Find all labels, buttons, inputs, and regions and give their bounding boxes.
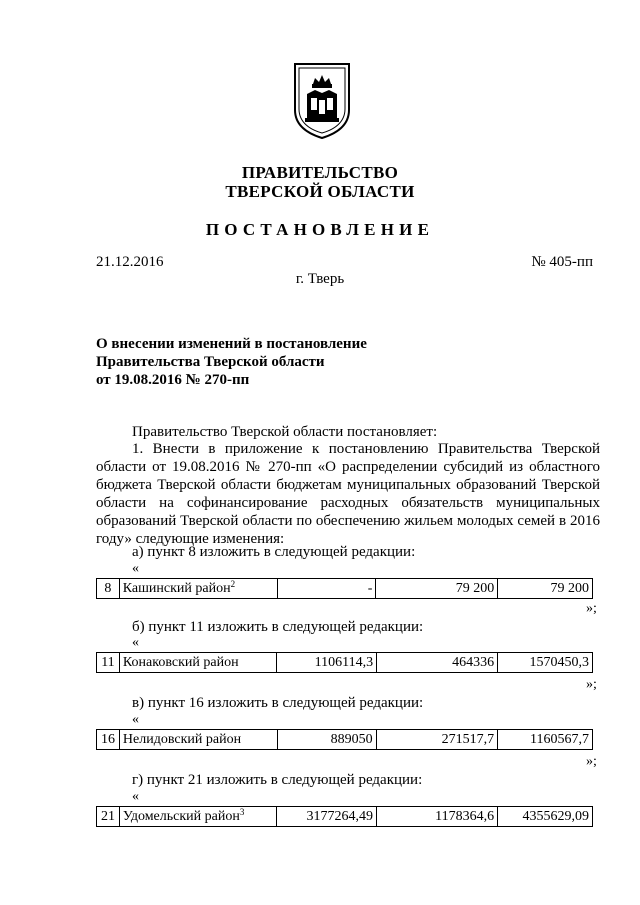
amendment-label: в) пункт 16 изложить в следующей редакции: bbox=[132, 695, 424, 711]
open-quote: « bbox=[132, 712, 139, 727]
value-cell-1: - bbox=[277, 579, 376, 599]
government-name-line2: ТВЕРСКОЙ ОБЛАСТИ bbox=[225, 182, 415, 201]
row-number-cell: 11 bbox=[97, 653, 120, 673]
district-name: Удомельский район bbox=[122, 808, 240, 824]
value-cell-2: 79 200 bbox=[376, 579, 498, 599]
subject-line: О внесении изменений в постановление bbox=[96, 336, 367, 352]
value-cell-2: 1178364,6 bbox=[376, 807, 497, 827]
footnote-mark: 2 bbox=[230, 578, 236, 589]
open-quote: « bbox=[132, 561, 139, 576]
item-1-paragraph: 1. Внести в приложение к постановлению Правительства Тверской области от 19.08.2016 № 270-пп «О распределении субсидий из областного бюджета Тверской области бюджетам муниципальных образований Тверской области на софинансирование расходных обязательств муниципальных образований Тверской области по обеспечению жильем молодых семей в 2016 году» следующие изменения: bbox=[96, 441, 600, 547]
amendment-table bbox=[96, 578, 593, 599]
open-quote: « bbox=[132, 635, 139, 650]
tver-coat-of-arms-icon bbox=[291, 60, 353, 140]
amendment-table bbox=[96, 652, 593, 673]
value-cell-3: 1570450,3 bbox=[498, 653, 593, 673]
document-city: г. Тверь bbox=[295, 271, 345, 287]
document-type-title: ПОСТАНОВЛЕНИЕ bbox=[205, 220, 435, 239]
table-row bbox=[97, 653, 593, 673]
document-number: № 405-пп bbox=[531, 254, 593, 270]
amendment-table bbox=[96, 729, 593, 750]
close-quote: »; bbox=[586, 601, 597, 616]
close-quote: »; bbox=[586, 754, 597, 769]
government-name-line1: ПРАВИТЕЛЬСТВО bbox=[241, 163, 399, 182]
table-row bbox=[97, 807, 593, 827]
amendment-table bbox=[96, 806, 593, 827]
document-date: 21.12.2016 bbox=[96, 254, 164, 270]
value-cell-3: 1160567,7 bbox=[498, 730, 593, 750]
district-name-cell bbox=[119, 653, 277, 673]
row-number-cell: 21 bbox=[97, 807, 120, 827]
subject-line: от 19.08.2016 № 270-пп bbox=[96, 372, 250, 388]
table-row bbox=[97, 730, 593, 750]
row-number-cell: 8 bbox=[97, 579, 120, 599]
district-name: Нелидовский район bbox=[122, 731, 242, 747]
value-cell-1: 1106114,3 bbox=[277, 653, 377, 673]
intro-paragraph: Правительство Тверской области постановляет: bbox=[132, 424, 438, 440]
district-name: Кашинский район bbox=[122, 580, 231, 596]
subject-line: Правительства Тверской области bbox=[96, 354, 325, 370]
row-number-cell: 16 bbox=[97, 730, 120, 750]
value-cell-2: 464336 bbox=[377, 653, 498, 673]
close-quote: »; bbox=[586, 677, 597, 692]
table-row bbox=[97, 579, 593, 599]
amendment-label: г) пункт 21 изложить в следующей редакции: bbox=[132, 772, 423, 788]
district-name-cell bbox=[119, 730, 277, 750]
district-name: Конаковский район bbox=[122, 654, 239, 670]
amendment-label: б) пункт 11 изложить в следующей редакции: bbox=[132, 619, 424, 635]
value-cell-1: 3177264,49 bbox=[277, 807, 377, 827]
district-name-cell bbox=[119, 579, 277, 599]
amendment-label: а) пункт 8 изложить в следующей редакции: bbox=[132, 544, 416, 560]
value-cell-1: 889050 bbox=[277, 730, 376, 750]
value-cell-3: 79 200 bbox=[498, 579, 593, 599]
district-name-cell bbox=[119, 807, 276, 827]
value-cell-3: 4355629,09 bbox=[498, 807, 593, 827]
value-cell-2: 271517,7 bbox=[376, 730, 498, 750]
open-quote: « bbox=[132, 789, 139, 804]
footnote-mark: 3 bbox=[239, 806, 245, 817]
